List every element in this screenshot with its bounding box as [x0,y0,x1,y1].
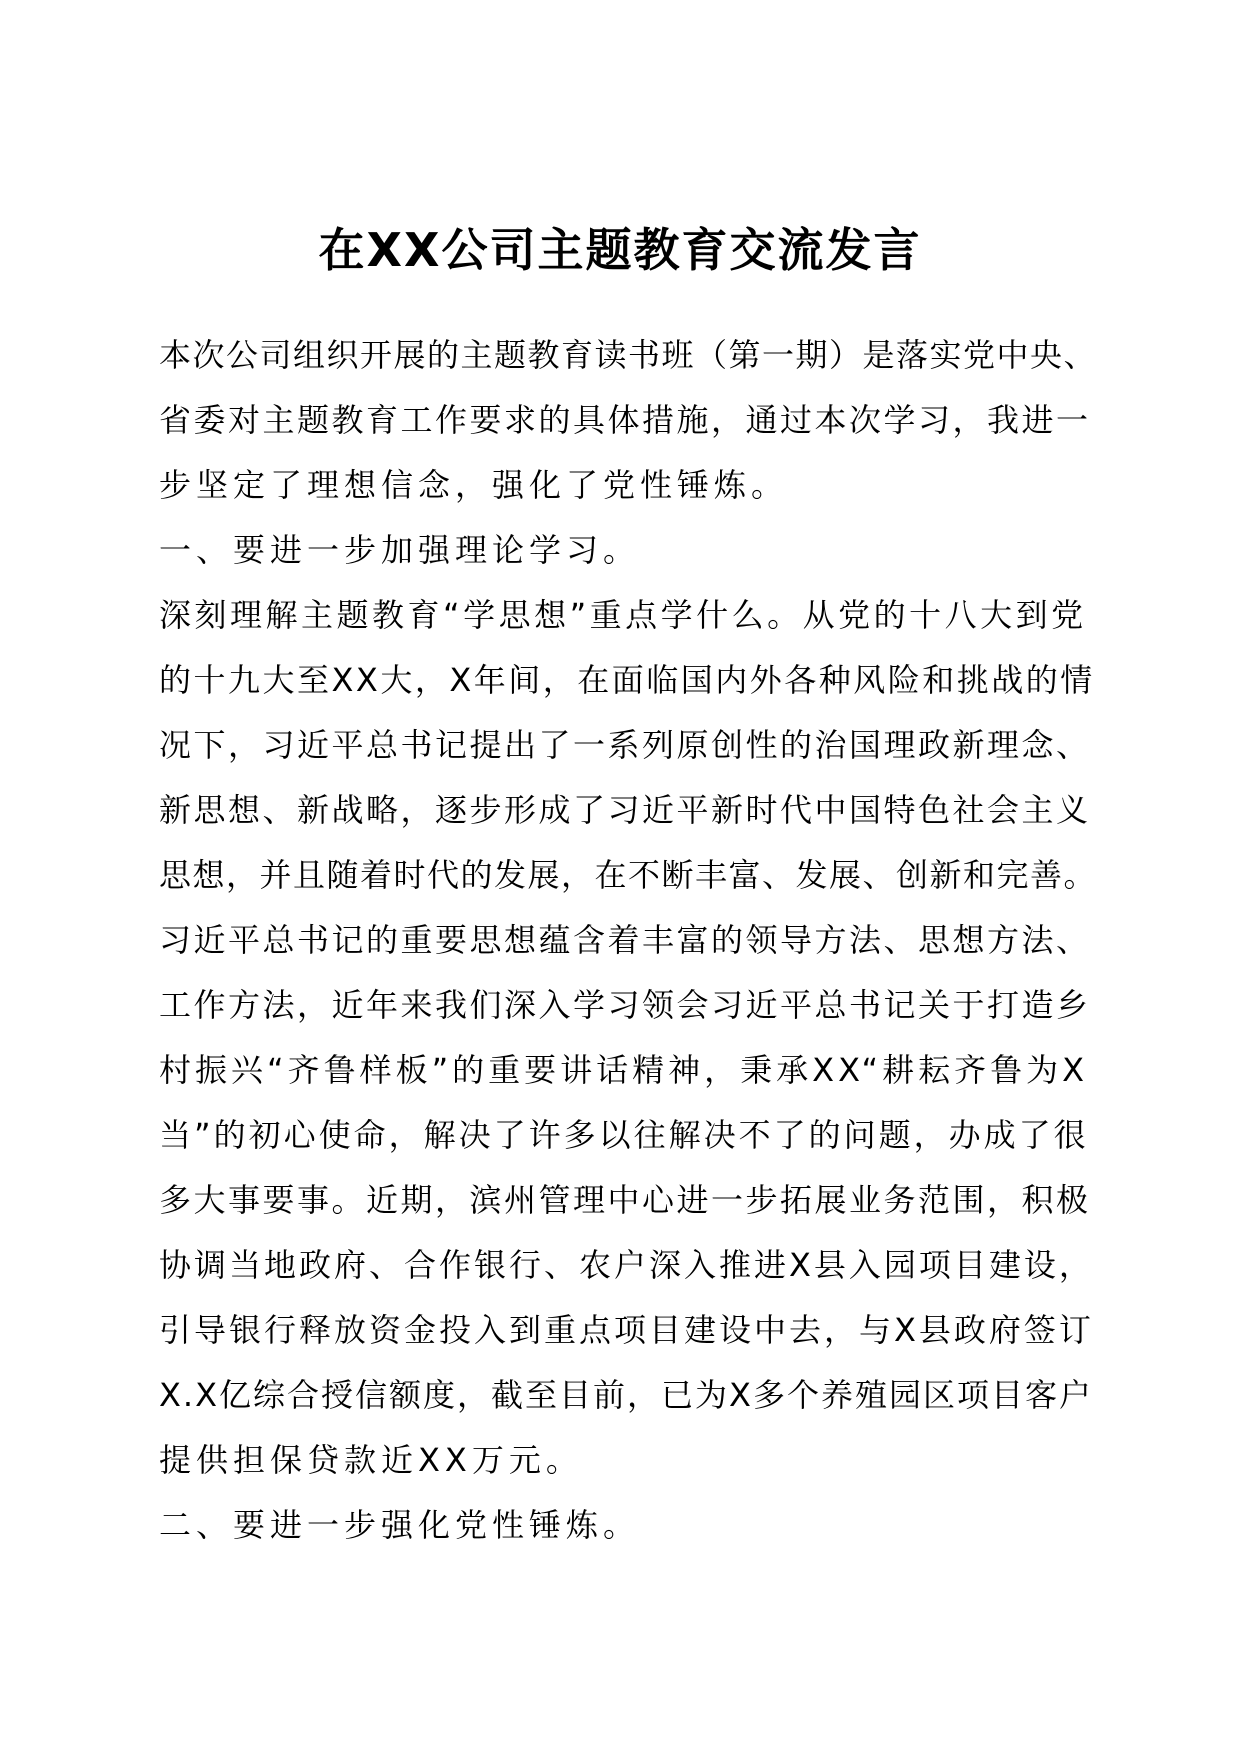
section-heading: 一、要进一步加强理论学习。 [159,531,641,569]
paragraph-line: 步坚定了理想信念，强化了党性锤炼。 [159,466,789,504]
paragraph-line: 省委对主题教育工作要求的具体措施，通过本次学习，我进一 [159,401,1091,439]
paragraph-line: 的十九大至XX大，X年间，在面临国内外各种风险和挑战的情 [159,661,1095,699]
paragraph-line: 提供担保贷款近XX万元。 [159,1441,583,1479]
paragraph-line: 思想，并且随着时代的发展，在不断丰富、发展、创新和完善。 [159,856,1098,894]
document-body [159,323,1099,1558]
paragraph-line: 新思想、新战略，逐步形成了习近平新时代中国特色社会主义 [159,791,1091,829]
paragraph-line: 本次公司组织开展的主题教育读书班（第一期）是落实党中央、 [159,336,1098,374]
document-title: 在XX公司主题教育交流发言 [318,223,922,277]
paragraph-line: 况下，习近平总书记提出了一系列原创性的治国理政新理念、 [159,726,1091,764]
paragraph-line: 村振兴“齐鲁样板”的重要讲话精神，秉承XX“耕耘齐鲁为X [159,1051,1089,1089]
paragraph-line: 协调当地政府、合作银行、农户深入推进X县入园项目建设， [159,1246,1094,1284]
paragraph-line: 当”的初心使命，解决了许多以往解决不了的问题，办成了很 [159,1116,1089,1154]
paragraph-line: 工作方法，近年来我们深入学习领会习近平总书记关于打造乡 [159,986,1091,1024]
paragraph-line: 习近平总书记的重要思想蕴含着丰富的领导方法、思想方法、 [159,921,1091,959]
paragraph-line: X.X亿综合授信额度，截至目前，已为X多个养殖园区项目客户 [159,1376,1093,1414]
paragraph-line: 多大事要事。近期，滨州管理中心进一步拓展业务范围，积极 [159,1181,1091,1219]
section-heading: 二、要进一步强化党性锤炼。 [159,1506,641,1544]
paragraph-line: 引导银行释放资金投入到重点项目建设中去，与X县政府签订 [159,1311,1094,1349]
paragraph-line: 深刻理解主题教育“学思想”重点学什么。从党的十八大到党 [159,596,1087,634]
